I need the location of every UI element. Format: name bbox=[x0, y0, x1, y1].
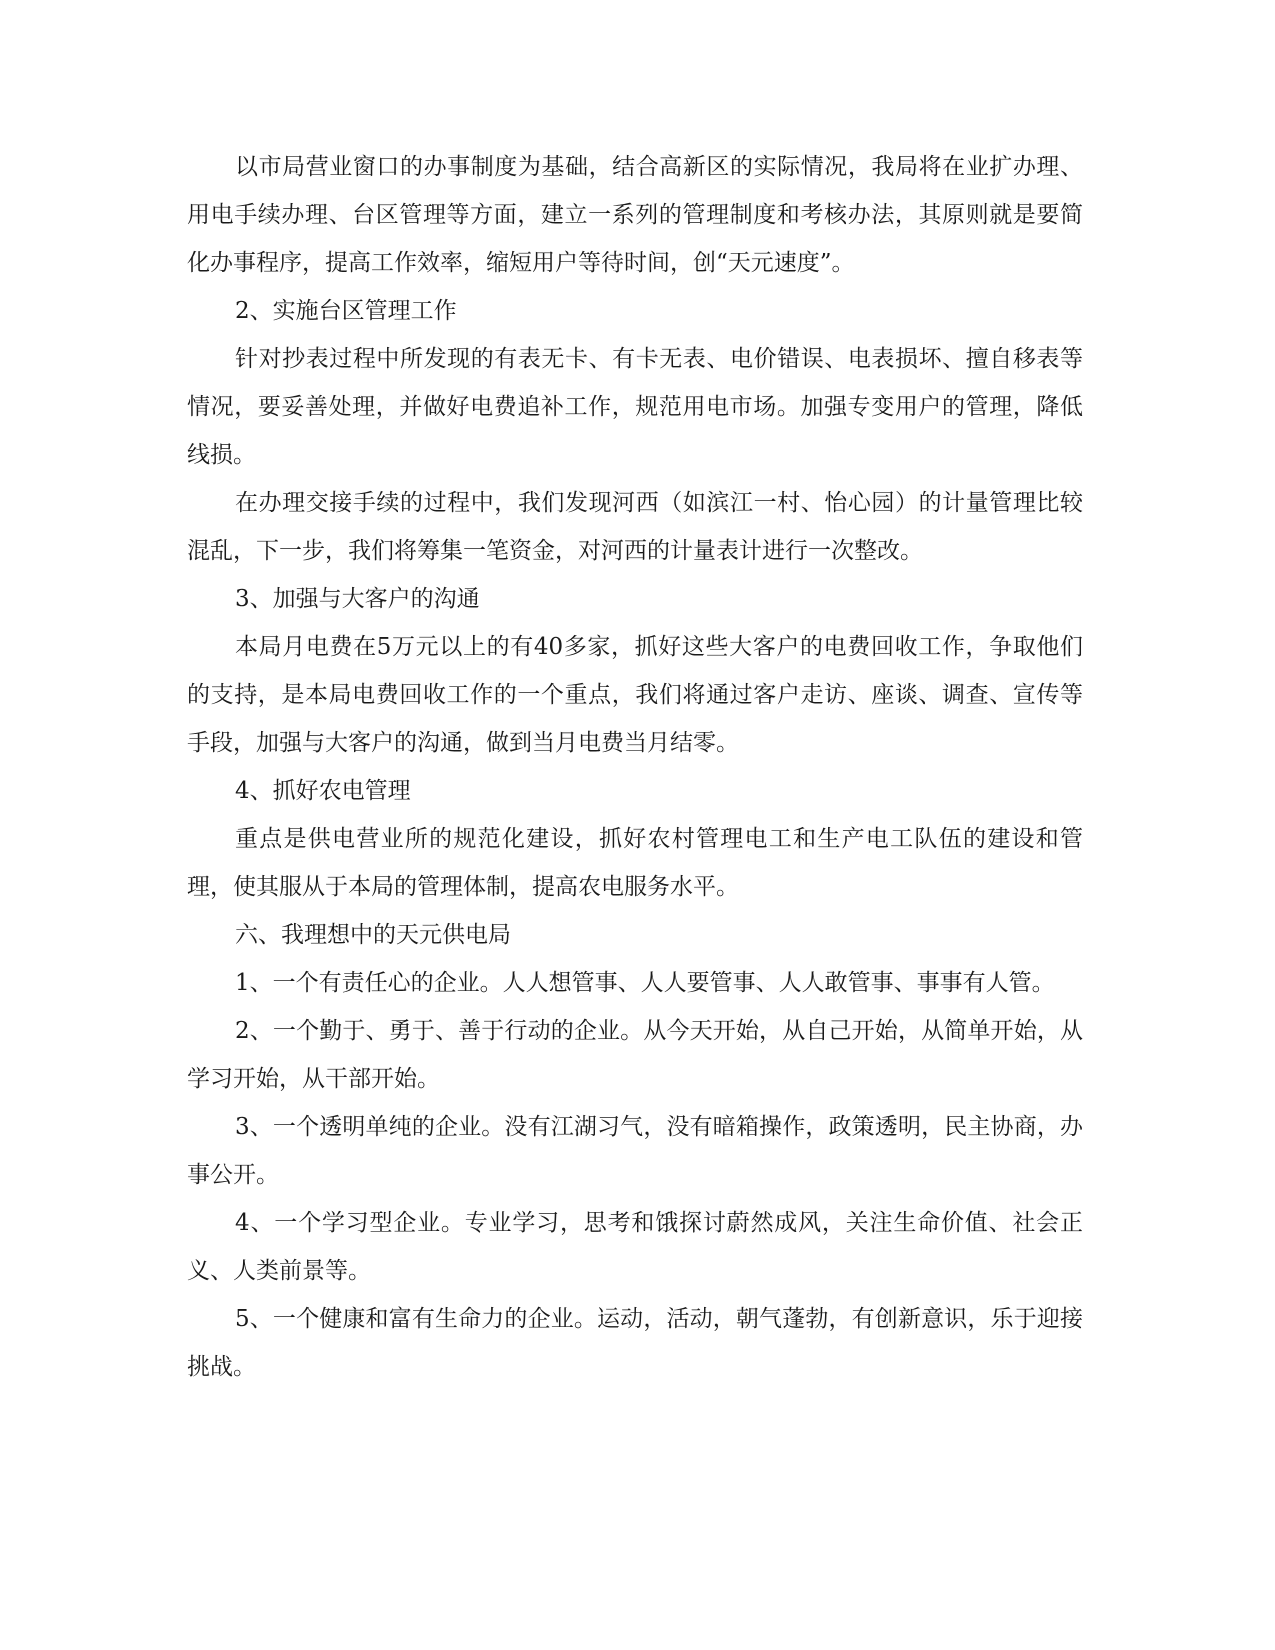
heading-item-2: 2、实施台区管理工作 bbox=[235, 298, 457, 324]
paragraph-meter-issues: 针对抄表过程中所发现的有表无卡、有卡无表、电价错误、电表损坏、擅自移表等情况，要妥善处理，并做好电费追补工作，规范用电市场。加强专变用户的管理，降低线损。 bbox=[187, 346, 1083, 468]
heading-item-4: 4、抓好农电管理 bbox=[235, 778, 411, 804]
section-heading-6: 六、我理想中的天元供电局 bbox=[235, 922, 511, 948]
paragraph-hexi-metering: 在办理交接手续的过程中，我们发现河西（如滨江一村、怡心园）的计量管理比较混乱，下一步，我们将筹集一笔资金，对河西的计量表计进行一次整改。 bbox=[187, 490, 1083, 564]
ideal-item-2: 2、一个勤于、勇于、善于行动的企业。从今天开始，从自己开始，从简单开始，从学习开始，从干部开始。 bbox=[187, 1018, 1083, 1092]
paragraph-intro: 以市局营业窗口的办事制度为基础，结合高新区的实际情况，我局将在业扩办理、用电手续办理、台区管理等方面，建立一系列的管理制度和考核办法，其原则就是要简化办事程序，提高工作效率，缩短用户等待时间，创“天元速度”。 bbox=[187, 154, 1083, 276]
ideal-item-4: 4、一个学习型企业。专业学习，思考和饿探讨蔚然成风，关注生命价值、社会正义、人类前景等。 bbox=[187, 1210, 1083, 1284]
ideal-item-1: 1、一个有责任心的企业。人人想管事、人人要管事、人人敢管事、事事有人管。 bbox=[235, 970, 1055, 996]
ideal-item-5: 5、一个健康和富有生命力的企业。运动，活动，朝气蓬勃，有创新意识，乐于迎接挑战。 bbox=[187, 1306, 1083, 1380]
paragraph-rural-power: 重点是供电营业所的规范化建设，抓好农村管理电工和生产电工队伍的建设和管理，使其服从于本局的管理体制，提高农电服务水平。 bbox=[187, 826, 1083, 900]
document-body bbox=[187, 143, 1083, 1391]
ideal-item-3: 3、一个透明单纯的企业。没有江湖习气，没有暗箱操作，政策透明，民主协商，办事公开。 bbox=[187, 1114, 1083, 1188]
heading-item-3: 3、加强与大客户的沟通 bbox=[235, 586, 480, 612]
paragraph-big-customers: 本局月电费在5万元以上的有40多家，抓好这些大客户的电费回收工作，争取他们的支持，是本局电费回收工作的一个重点，我们将通过客户走访、座谈、调查、宣传等手段，加强与大客户的沟通，做到当月电费当月结零。 bbox=[187, 634, 1083, 756]
